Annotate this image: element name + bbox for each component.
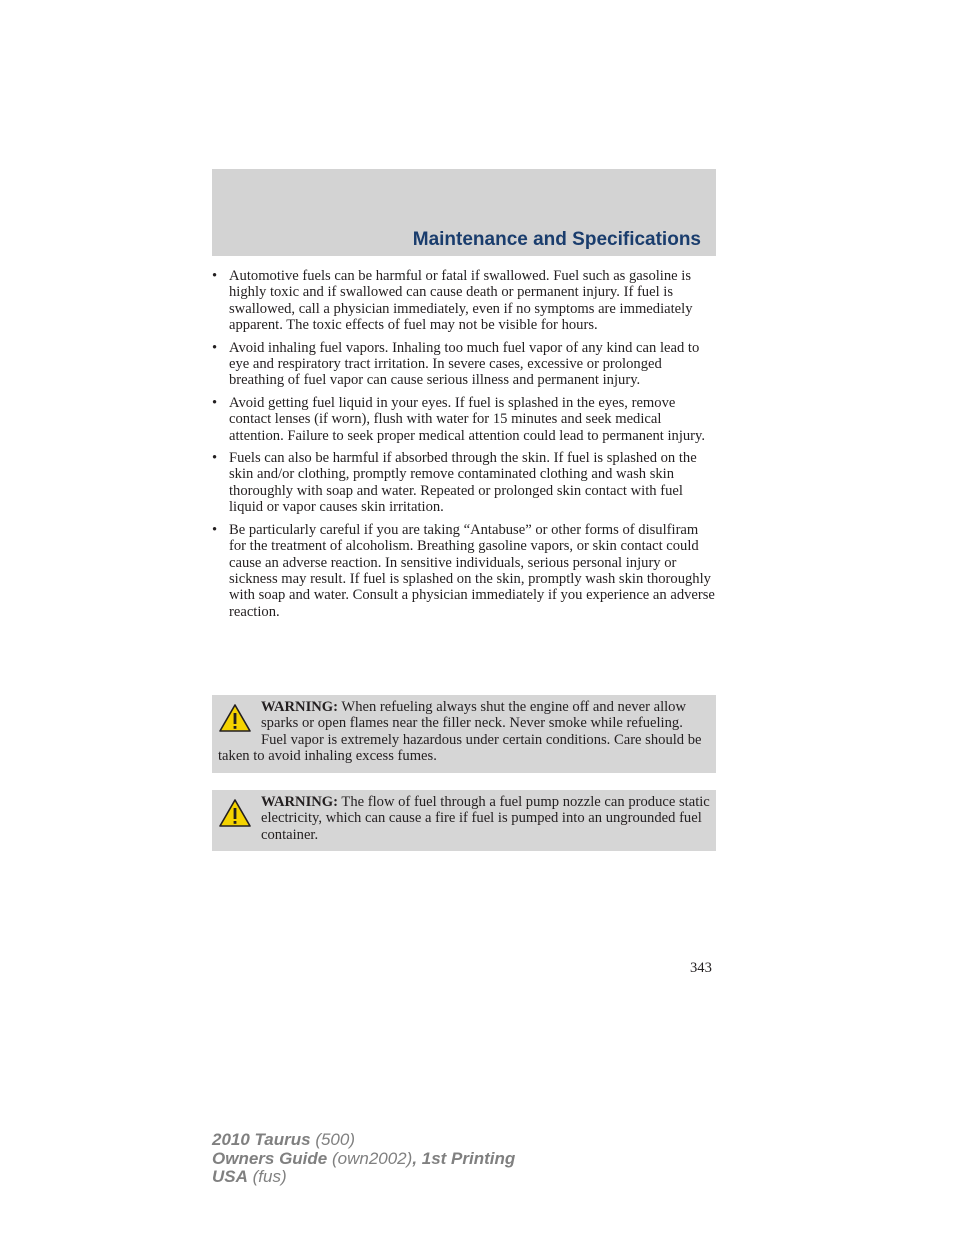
list-item: • Be particularly careful if you are taking “Antabuse” or other forms of disulfiram for the treatment of alcoholism. Breathing gasoline vapors, or skin contact could cause an adverse reaction. In sensitive individuals, serious personal injury or sickness may result. If fuel is splashed on the skin, promptly wash skin thoroughly with soap and water. Consult a physician immediately if you experience an adverse reaction. <box>212 521 715 620</box>
warning-triangle-icon <box>218 798 252 828</box>
warning-text: The flow of fuel through a fuel pump nozzle can produce static electricity, which can cause a fire if fuel is pumped into an ungrounded fuel container. <box>261 794 710 843</box>
section-title: Maintenance and Specifications <box>412 229 701 250</box>
list-item: • Avoid inhaling fuel vapors. Inhaling too much fuel vapor of any kind can lead to eye and respiratory tract irritation. In severe cases, excessive or prolonged breathing of fuel vapor can cause serious illness and permanent injury. <box>212 339 700 389</box>
warning-text: When refueling always shut the engine off and never allow sparks or open flames near the filler neck. Never smoke while refueling. Fuel vapor is extremely hazardous under certain conditions. Care should be taken to avoid inhaling excess fumes. <box>218 699 702 765</box>
bullet-list <box>212 268 717 626</box>
list-item: • Automotive fuels can be harmful or fatal if swallowed. Fuel such as gasoline is highly toxic and if swallowed can cause death or permanent injury. If fuel is swallowed, call a physician immediately, even if no symptoms are immediately apparent. The toxic effects of fuel may not be visible for hours. <box>212 268 693 334</box>
warning-label: WARNING: <box>261 699 339 715</box>
section-header <box>212 169 716 256</box>
list-item: • Fuels can also be harmful if absorbed through the skin. If fuel is splashed on the skin and/or clothing, promptly remove contaminated clothing and wash skin thoroughly with soap and water. Repeated or prolonged skin contact with fuel liquid or vapor causes skin irritation. <box>212 450 697 516</box>
page-number: 343 <box>690 960 712 976</box>
warning-box <box>212 695 716 773</box>
list-item: • Avoid getting fuel liquid in your eyes. If fuel is splashed in the eyes, remove contact lenses (if worn), flush with water for 15 minutes and seek medical attention. Failure to seek proper medical attention could lead to permanent injury. <box>212 394 706 444</box>
warning-box <box>212 790 716 851</box>
warning-triangle-icon <box>218 703 252 733</box>
warning-label: WARNING: <box>261 794 339 810</box>
document-footer: 2010 Taurus (500) Owners Guide (own2002), 1st Printing USA (fus) <box>212 1130 516 1186</box>
